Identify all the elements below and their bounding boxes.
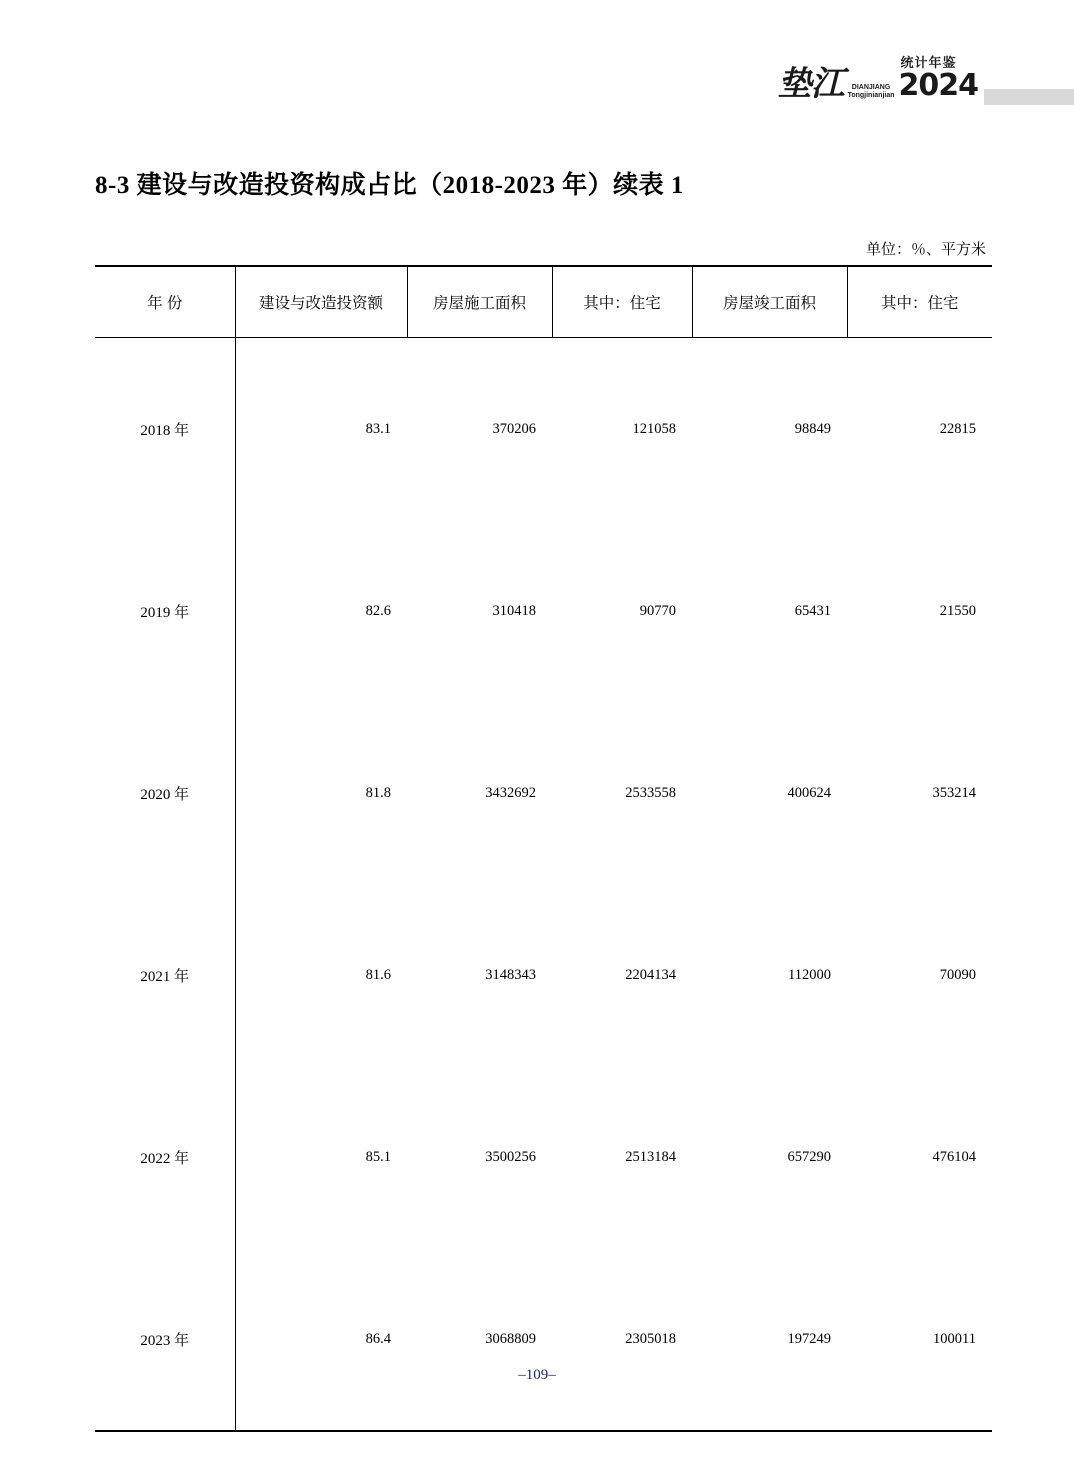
cell-construction-area: 3148343	[485, 966, 536, 983]
column-header-construction-residential: 其中：住宅	[552, 266, 692, 338]
table-row	[95, 884, 992, 1066]
table-bottom-rule	[95, 1430, 992, 1432]
cell-year: 2021 年	[140, 968, 190, 985]
cell-completed-area: 98849	[794, 420, 831, 437]
cell-completed-area: 112000	[788, 966, 831, 983]
cell-investment: 85.1	[235, 1066, 407, 1248]
cell-construction-residential: 2204134	[625, 966, 676, 983]
column-header-investment: 建设与改造投资额	[235, 266, 407, 338]
cell-year: 2022 年	[140, 1150, 190, 1167]
cell-year: 2020 年	[140, 786, 190, 803]
cell-completed-area: 197249	[787, 1330, 831, 1347]
cell-completed-residential: 476104	[932, 1148, 976, 1165]
cell-year: 2018 年	[140, 422, 190, 439]
column-header-completed-area: 房屋竣工面积	[692, 266, 847, 338]
logo-chinese-name: 垫江	[777, 65, 844, 103]
table-row	[95, 1248, 992, 1430]
cell-investment: 81.8	[235, 702, 407, 884]
statistics-table-wrapper	[95, 265, 992, 1432]
logo-pinyin-bottom: Tongjinianjian	[847, 91, 895, 99]
cell-completed-residential: 70090	[939, 966, 976, 983]
cell-completed-area: 657290	[787, 1148, 831, 1165]
cell-completed-residential: 21550	[939, 602, 976, 619]
table-row	[95, 338, 992, 521]
column-header-year: 年 份	[95, 266, 235, 338]
logo-year: 2024	[898, 67, 978, 103]
logo-pinyin-top: DIANJIANG	[851, 83, 891, 91]
cell-investment: 83.1	[235, 338, 407, 521]
cell-completed-residential: 353214	[932, 784, 976, 801]
cell-construction-area: 3432692	[485, 784, 536, 801]
cell-construction-residential: 2533558	[625, 784, 676, 801]
cell-year: 2023 年	[140, 1332, 190, 1349]
logo-right-block	[899, 55, 979, 101]
cell-construction-area: 310418	[492, 602, 536, 619]
cell-construction-area: 370206	[492, 420, 536, 437]
column-header-construction-area: 房屋施工面积	[407, 266, 552, 338]
cell-completed-area: 65431	[794, 602, 831, 619]
cell-construction-area: 3500256	[485, 1148, 536, 1165]
cell-completed-residential: 22815	[939, 420, 976, 437]
table-body	[95, 338, 992, 1431]
cell-completed-residential: 100011	[933, 1330, 976, 1347]
logo-subtitle: 统计年鉴	[900, 55, 957, 70]
yearbook-logo	[778, 55, 978, 102]
statistics-table	[95, 265, 992, 1430]
table-row	[95, 702, 992, 884]
cell-construction-area: 3068809	[485, 1330, 536, 1347]
header-decorative-bar	[984, 89, 1074, 105]
table-row	[95, 1066, 992, 1248]
table-header-row	[95, 266, 992, 338]
cell-investment: 86.4	[235, 1248, 407, 1430]
logo-pinyin	[848, 84, 895, 100]
page-header	[754, 55, 1074, 115]
table-row	[95, 520, 992, 702]
table-header	[95, 266, 992, 338]
cell-year: 2019 年	[140, 604, 190, 621]
column-header-completed-residential: 其中：住宅	[847, 266, 992, 338]
cell-construction-residential: 121058	[632, 420, 676, 437]
cell-investment: 81.6	[235, 884, 407, 1066]
cell-construction-residential: 2513184	[625, 1148, 676, 1165]
cell-completed-area: 400624	[787, 784, 831, 801]
page-number: –109–	[518, 1367, 556, 1383]
page-title: 8-3 建设与改造投资构成占比（2018-2023 年）续表 1	[95, 172, 684, 199]
cell-construction-residential: 2305018	[625, 1330, 676, 1347]
cell-investment: 82.6	[235, 520, 407, 702]
cell-construction-residential: 90770	[639, 602, 676, 619]
unit-label: 单位：％、平方米	[865, 242, 986, 258]
